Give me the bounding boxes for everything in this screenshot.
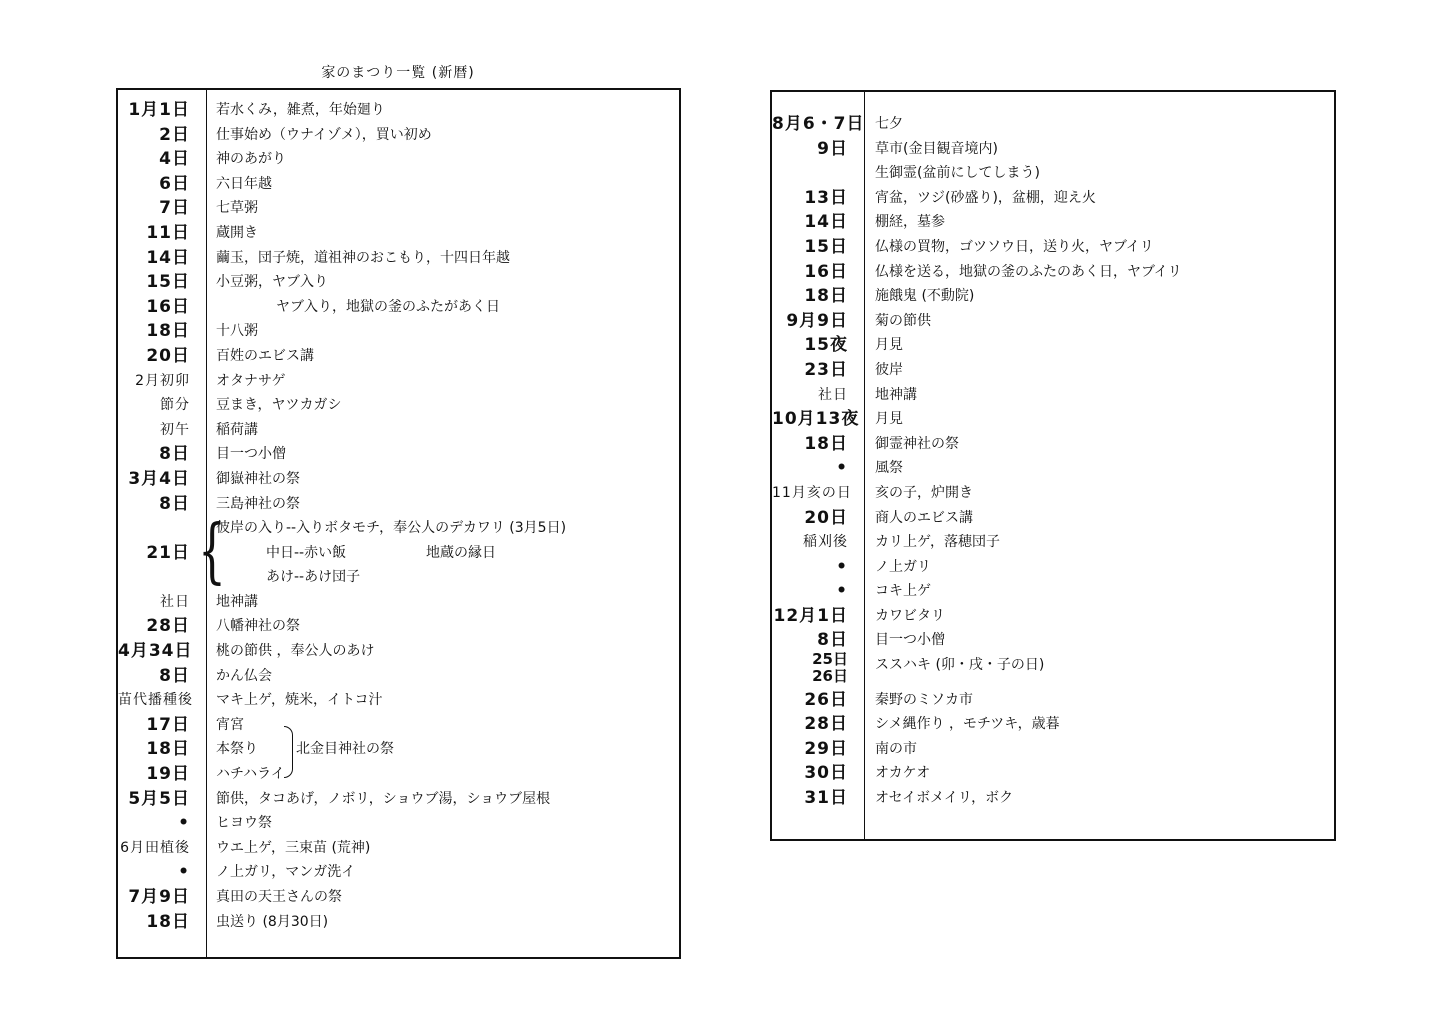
- table-row: [118, 344, 679, 369]
- row-event: 月見: [875, 337, 903, 354]
- row-date: 21日: [146, 542, 190, 563]
- row-event: 菊の節供: [875, 312, 931, 329]
- table-row: [772, 579, 1334, 604]
- row-event: 百姓のエビス講: [216, 347, 314, 364]
- row-event: 御霊神社の祭: [875, 435, 959, 452]
- table-row: [772, 604, 1334, 629]
- row-event: 八幡神社の祭: [216, 618, 300, 635]
- table-row: [772, 186, 1334, 211]
- row-event: 商人のエビス講: [875, 509, 973, 526]
- row-date: 28日: [146, 616, 190, 637]
- table-row: [772, 737, 1334, 762]
- row-date: •: [178, 813, 190, 834]
- row-date: 6月田植後: [120, 839, 190, 856]
- table-row: [118, 885, 679, 910]
- row-date: •: [836, 556, 848, 577]
- row-date: 2日: [159, 124, 190, 145]
- row-date: 4月34日: [118, 641, 193, 662]
- table-row: [118, 221, 679, 246]
- row-date: 1月1日: [128, 100, 190, 120]
- row-event: カワビタリ: [875, 607, 945, 624]
- row-date: 20日: [804, 507, 848, 528]
- row-event: 仕事始め（ウナイゾメ），買い初め: [216, 126, 432, 143]
- row-date: 10月13夜: [772, 409, 860, 430]
- row-event: 十八粥: [216, 323, 258, 340]
- row-event: ウエ上ゲ，三束苗 (荒神): [216, 839, 371, 856]
- table-row: [118, 467, 679, 492]
- row-event: 南の市: [875, 740, 917, 757]
- row-event: コキ上ゲ: [875, 583, 931, 600]
- festival-table-left: [116, 88, 681, 959]
- table-row: [118, 246, 679, 271]
- row-date: 19日: [146, 764, 190, 785]
- row-date: 5月5日: [128, 788, 190, 809]
- table-row: [772, 481, 1334, 506]
- table-row: [118, 319, 679, 344]
- row-event: 節供，タコあげ，ノボリ，ショウブ湯，ショウブ屋根: [216, 790, 551, 807]
- row-event: 月見: [875, 411, 903, 428]
- table-row: [772, 333, 1334, 358]
- row-date: 8日: [817, 630, 848, 651]
- row-date: 社日: [818, 386, 848, 403]
- row-date-bottom: 26日: [812, 667, 848, 686]
- table-row: [772, 712, 1334, 737]
- row-date: 稲刈後: [803, 534, 848, 551]
- row-event: 生御霊(盆前にしてしまう): [875, 165, 1040, 182]
- row-date: 17日: [146, 714, 190, 735]
- table-row: [772, 358, 1334, 383]
- table-row: [772, 456, 1334, 481]
- brace-higan: {: [198, 510, 226, 592]
- festival-table-right: [770, 90, 1336, 841]
- row-event: ハチハライ: [216, 766, 285, 783]
- row-date: 6日: [159, 173, 190, 194]
- row-date: 9日: [817, 138, 848, 159]
- table-row: [772, 628, 1334, 653]
- row-event: 繭玉，団子焼，道祖神のおこもり，十四日年越: [216, 249, 510, 266]
- table-row: [118, 787, 679, 812]
- table-row: [118, 737, 679, 762]
- row-date: 18日: [146, 911, 190, 932]
- row-date: 20日: [146, 345, 190, 366]
- row-date: 苗代播種後: [118, 692, 193, 709]
- row-event: オカケオ: [875, 765, 931, 782]
- row-date: 28日: [804, 714, 848, 735]
- row-date: 8月6・7日: [772, 114, 865, 134]
- table-row: [772, 407, 1334, 432]
- table-row: [772, 210, 1334, 235]
- table-row: [118, 442, 679, 467]
- row-event: 彼岸: [875, 361, 903, 378]
- row-date: 8日: [159, 493, 190, 514]
- row-event: 神のあがり: [216, 151, 286, 168]
- row-date: 初午: [160, 421, 190, 438]
- row-event: 虫送り (8月30日): [216, 913, 329, 930]
- row-date: 社日: [160, 593, 190, 610]
- row-event: 目一つ小僧: [875, 632, 945, 649]
- table-row: [118, 123, 679, 148]
- row-date: 23日: [804, 359, 848, 380]
- row-date: 29日: [804, 738, 848, 759]
- table-row: [772, 555, 1334, 580]
- table-row: [772, 137, 1334, 162]
- row-date: 31日: [804, 788, 848, 809]
- row-event: 御嶽神社の祭: [216, 470, 300, 487]
- table-row: [118, 270, 679, 295]
- row-date: 18日: [804, 286, 848, 307]
- row-date: 18日: [146, 321, 190, 342]
- row-date: [118, 516, 204, 541]
- table-row: [772, 383, 1334, 408]
- row-event: 棚経，墓参: [875, 214, 945, 231]
- row-event: 中日--赤い飯: [266, 544, 347, 561]
- row-group-label: 北金目神社の祭: [296, 741, 394, 758]
- row-date: 7日: [159, 198, 190, 219]
- table-row: [772, 284, 1334, 309]
- row-event: 稲荷講: [216, 421, 258, 438]
- row-date: 9月9日: [786, 310, 848, 331]
- table-row: [118, 590, 679, 615]
- row-event: ノ上ガリ，マンガ洗イ: [216, 864, 356, 881]
- row-date: 18日: [146, 739, 190, 760]
- table-row: [118, 147, 679, 172]
- table-row: [118, 836, 679, 861]
- table-row: [772, 786, 1334, 811]
- row-date: 4日: [159, 149, 190, 170]
- table-row: [118, 369, 679, 394]
- table-row: [772, 650, 1334, 688]
- row-date: 15日: [804, 236, 848, 257]
- row-date: 節分: [160, 397, 190, 414]
- row-event: ヒヨウ祭: [216, 815, 272, 832]
- table-row: [118, 196, 679, 221]
- row-date: 14日: [804, 212, 848, 233]
- row-date: 16日: [804, 261, 848, 282]
- table-row: [118, 614, 679, 639]
- row-event: 秦野のミソカ市: [875, 691, 973, 708]
- table-row: [118, 418, 679, 443]
- row-event: ススハキ (卯・戌・子の日): [875, 657, 1045, 674]
- row-date: 15日: [146, 272, 190, 293]
- row-event: カリ上ゲ，落穂団子: [875, 534, 1001, 551]
- row-date: 30日: [804, 763, 848, 784]
- table-row: [118, 98, 679, 123]
- row-date: 26日: [804, 689, 848, 710]
- row-event: 七夕: [875, 116, 903, 132]
- table-row: [118, 910, 679, 935]
- row-event: 草市(金目観音境内): [875, 140, 998, 157]
- table-row: [118, 639, 679, 664]
- row-event: あけ--あけ団子: [266, 569, 361, 586]
- row-date: •: [836, 581, 848, 602]
- row-event: 風祭: [875, 460, 903, 477]
- row-event: 地神講: [216, 593, 258, 610]
- table-row: [118, 172, 679, 197]
- row-event: 仏様を送る，地獄の釜のふたのあく日，ヤブイリ: [875, 263, 1182, 280]
- row-event: オタナサゲ: [216, 372, 286, 389]
- table-row: [118, 860, 679, 885]
- table-row: [772, 761, 1334, 786]
- row-event-secondary: 地蔵の縁日: [426, 544, 496, 561]
- row-event: 施餓鬼 (不動院): [875, 288, 975, 305]
- row-date: 8日: [159, 665, 190, 686]
- row-date: 13日: [804, 187, 848, 208]
- row-event: 真田の天王さんの祭: [216, 889, 342, 905]
- row-event: ヤブ入り，地獄の釜のふたがあく日: [276, 298, 500, 315]
- row-event: 仏様の買物，ゴツソウ日，送り火，ヤブイリ: [875, 238, 1154, 255]
- table-row: [772, 260, 1334, 285]
- row-event: 蔵開き: [216, 224, 258, 241]
- row-date: [772, 651, 848, 685]
- table-row: [118, 393, 679, 418]
- table-row: [118, 762, 679, 787]
- table-row: [772, 688, 1334, 713]
- row-date: 12月1日: [773, 605, 848, 626]
- row-event: マキ上ゲ，焼米，イトコ汁: [216, 692, 383, 709]
- row-date: 2月初卯: [135, 372, 190, 389]
- table-row: [118, 713, 679, 738]
- row-event: 地神講: [875, 386, 917, 403]
- row-event: 桃の節供 ，奉公人のあけ: [216, 643, 375, 660]
- row-date: 15夜: [804, 335, 848, 356]
- table-row: [772, 309, 1334, 334]
- row-date: [772, 161, 862, 186]
- row-date: [118, 565, 204, 590]
- page-title: 家のまつり一覧 (新暦): [321, 65, 475, 81]
- row-event: 目一つ小僧: [216, 446, 286, 463]
- row-event: 七草粥: [216, 200, 258, 217]
- table-row: [772, 506, 1334, 531]
- row-date: •: [178, 862, 190, 883]
- table-row: [772, 235, 1334, 260]
- row-date: 7月9日: [128, 887, 190, 907]
- table-row: [118, 295, 679, 320]
- bracket-kitakaname: [284, 726, 293, 778]
- row-date: •: [836, 458, 848, 479]
- table-row: [118, 811, 679, 836]
- table-row: [118, 664, 679, 689]
- row-event: 六日年越: [216, 175, 272, 192]
- table-row: [772, 161, 1334, 186]
- row-date: 8日: [159, 444, 190, 465]
- row-event: ノ上ガリ: [875, 558, 931, 575]
- row-date: 11月亥の日: [772, 484, 852, 501]
- row-date-top: 25日: [812, 650, 848, 669]
- row-event: 三島神社の祭: [216, 495, 300, 512]
- row-event: 小豆粥，ヤブ入り: [216, 274, 328, 291]
- row-date: 16日: [146, 296, 190, 317]
- row-event: 亥の子，炉開き: [875, 484, 973, 501]
- row-event: 宵宮: [216, 716, 244, 733]
- table-row: [772, 112, 1334, 137]
- table-row: [772, 432, 1334, 457]
- row-event: 彼岸の入り--入りボタモチ，奉公人のデカワリ (3月5日): [216, 520, 567, 537]
- table-row: [772, 530, 1334, 555]
- row-event: 若水くみ，雑煮，年始廻り: [216, 102, 385, 118]
- row-event: オセイボメイリ，ボク: [875, 790, 1014, 807]
- row-event: 本祭り: [216, 741, 258, 758]
- row-event: かん仏会: [216, 667, 272, 684]
- table-row: [118, 688, 679, 713]
- row-date: 3月4日: [128, 468, 190, 489]
- row-event: 豆まき，ヤツカガシ: [216, 397, 342, 414]
- row-date: 14日: [146, 247, 190, 268]
- row-date: 18日: [804, 433, 848, 454]
- row-event: 宵盆，ツジ(砂盛り)，盆棚，迎え火: [875, 189, 1096, 206]
- row-event: シメ縄作り ，モチツキ，歳暮: [875, 716, 1060, 733]
- row-date: 11日: [146, 222, 190, 243]
